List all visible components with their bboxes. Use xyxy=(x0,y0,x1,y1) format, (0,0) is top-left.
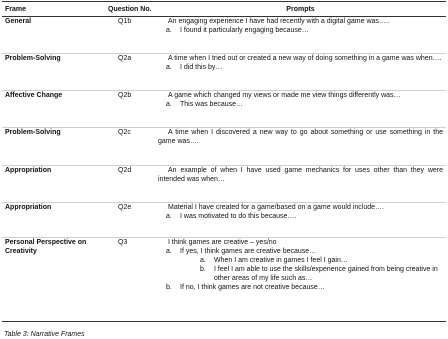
prompt-text: A game which changed my views or made me view things differently was… xyxy=(168,92,401,99)
prompt-subitem xyxy=(158,283,443,292)
question-cell: Q2c xyxy=(105,128,155,166)
subitem-text: I found it particularly engaging because… xyxy=(180,27,309,34)
table-row xyxy=(2,17,446,54)
prompt-cell xyxy=(155,166,446,203)
table-row xyxy=(2,166,446,203)
subitem-marker: a. xyxy=(166,27,172,34)
prompt-cell xyxy=(155,203,446,238)
header-frame: Frame xyxy=(2,2,105,17)
subitem-marker: a. xyxy=(166,64,172,71)
prompt-text: An example of when I have used game mechanics for uses other than they were intended was when… xyxy=(158,167,443,183)
subitem-marker: a. xyxy=(166,101,172,108)
subitem-text: If no, I think games are not creative because… xyxy=(180,284,325,291)
prompt-text: Material I have created for a game/based on a game would include…. xyxy=(168,204,384,211)
subitem-marker: b. xyxy=(166,284,172,291)
header-question-no: Question No. xyxy=(105,2,155,17)
frame-cell: Problem-Solving xyxy=(2,128,105,166)
prompt-subitem xyxy=(158,63,443,72)
subitem-text: I was motivated to do this because…. xyxy=(180,213,297,220)
prompt-text: An engaging experience I have had recently with a digital game was….. xyxy=(168,18,390,25)
narrative-frames-table xyxy=(2,1,446,322)
prompt-cell xyxy=(155,91,446,128)
subitem-text: When I am creative in games I feel I gain… xyxy=(214,257,348,264)
frame-cell: Problem-Solving xyxy=(2,54,105,91)
prompt-text: A time when I tried out or created a new way of doing something in a game was when…. xyxy=(168,55,442,62)
subitem-text: This was because… xyxy=(180,101,244,108)
question-cell: Q1b xyxy=(118,18,132,25)
prompt-cell xyxy=(155,238,446,322)
prompt-cell xyxy=(155,54,446,91)
frame-cell: General xyxy=(5,18,32,25)
frame-cell: Appropriation xyxy=(2,166,105,203)
question-cell: Q3 xyxy=(105,238,155,322)
question-cell: Q2e xyxy=(105,203,155,238)
question-cell: Q2d xyxy=(105,166,155,203)
table-row xyxy=(2,238,446,322)
subitem-marker: a. xyxy=(166,248,172,255)
prompt-nested-subitem xyxy=(158,256,443,265)
frame-cell: Appropriation xyxy=(2,203,105,238)
table-row xyxy=(2,54,446,91)
question-cell: Q2a xyxy=(105,54,155,91)
prompt-text: A time when I discovered a new way to go about something or use something in the game was…. xyxy=(158,129,443,145)
subitem-marker: a. xyxy=(200,257,206,264)
prompt-subitem xyxy=(158,26,443,35)
subitem-text: I did this by… xyxy=(180,64,223,71)
prompt-cell xyxy=(155,17,446,54)
prompt-subitem xyxy=(158,212,443,221)
subitem-text: I feel I am able to use the skills/experience gained from being creative in other areas of my life such as… xyxy=(214,266,438,282)
subitem-marker: a. xyxy=(166,213,172,220)
table-row xyxy=(2,203,446,238)
table-row xyxy=(2,128,446,166)
frame-cell: Personal Perspective on Creativity xyxy=(2,238,105,322)
table-caption: Table 3: Narrative Frames xyxy=(4,331,85,338)
frame-cell: Affective Change xyxy=(2,91,105,128)
header-prompts: Prompts xyxy=(155,2,446,17)
table-row xyxy=(2,91,446,128)
prompt-subitem xyxy=(158,247,443,256)
prompt-subitem xyxy=(158,100,443,109)
prompt-text: I think games are creative – yes/no xyxy=(168,239,277,246)
prompt-nested-subitem xyxy=(158,265,443,283)
subitem-text: If yes, I think games are creative because… xyxy=(180,248,317,255)
question-cell: Q2b xyxy=(105,91,155,128)
subitem-marker: b. xyxy=(200,266,206,273)
table-header-row xyxy=(2,2,446,17)
prompt-cell xyxy=(155,128,446,166)
